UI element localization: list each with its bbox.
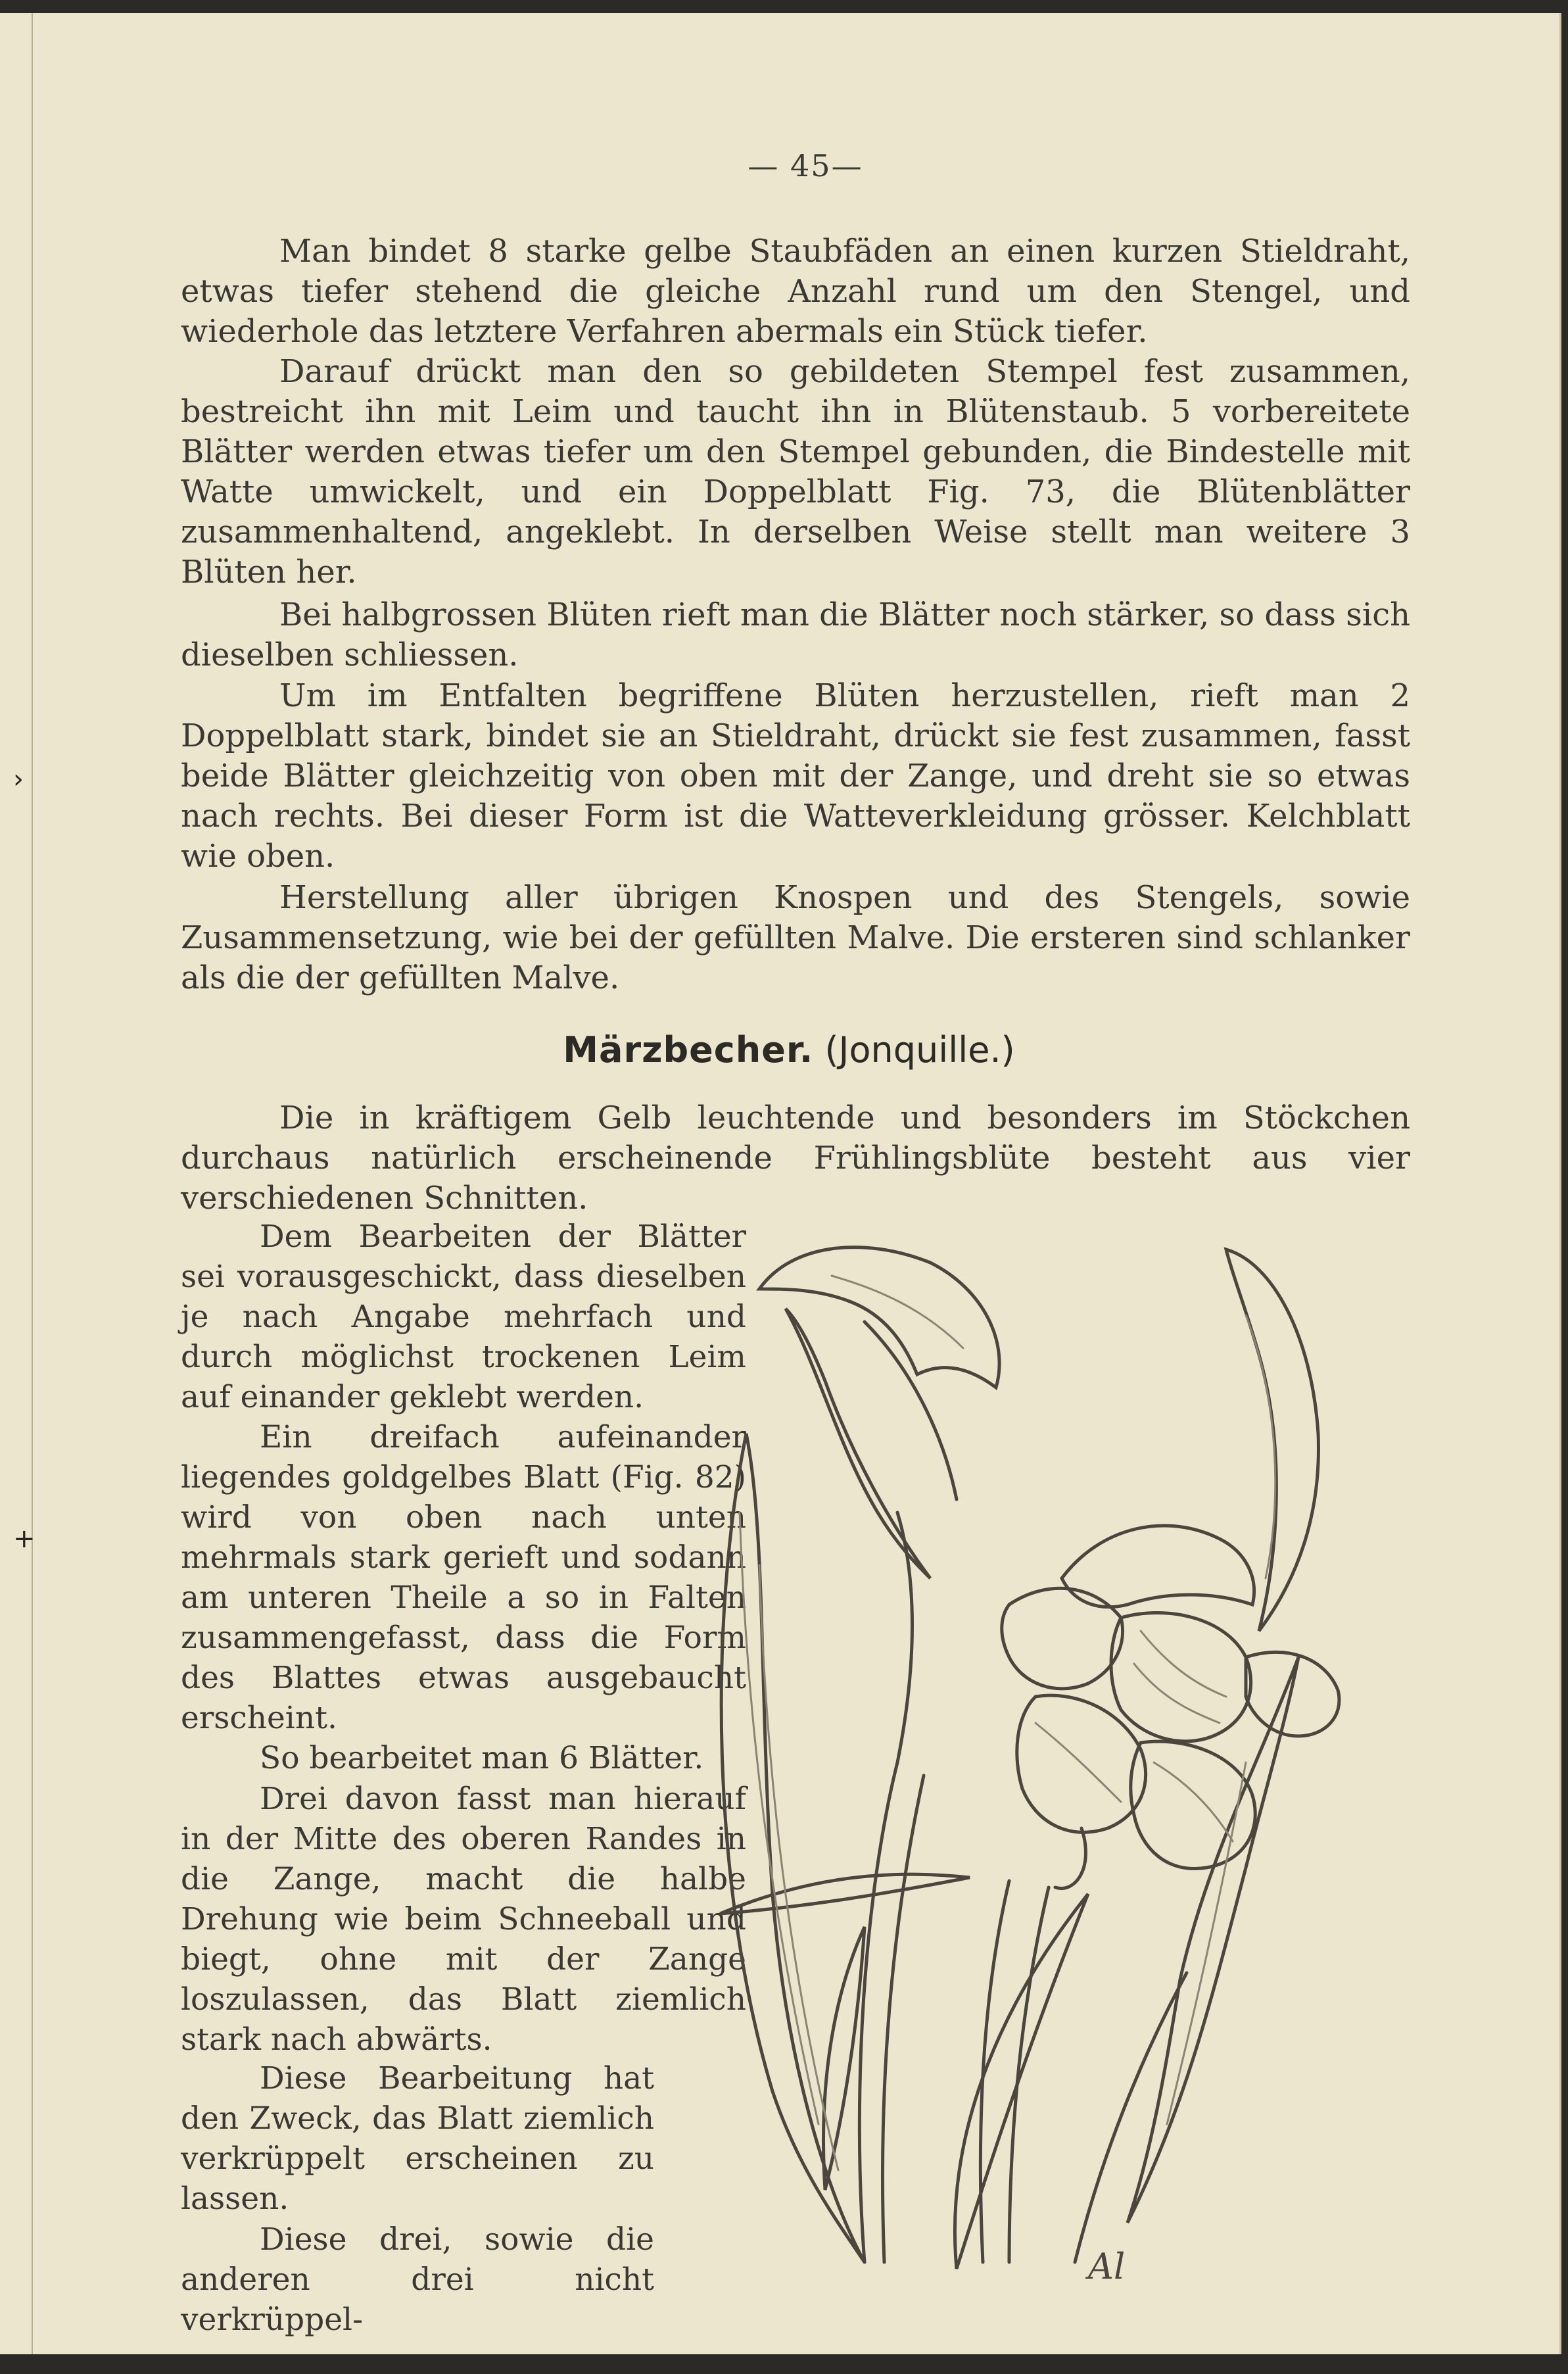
margin-mark-cross: + [13, 1524, 36, 1554]
corona-hatching-2 [1134, 1664, 1220, 1723]
leaf-far-left [721, 1434, 865, 2262]
paragraph-zange: Drei davon fasst man hierauf in der Mitte des oberen Randes in die Zange, macht die halbe Drehung wie beim Schneeball und biegt, ohne mit der Zange loszulassen, das Blatt ziemlich stark nach abwärts. [181, 1781, 746, 2058]
leaf-hatching-1 [740, 1513, 819, 2124]
section-heading [250, 1027, 1328, 1073]
petal-right [1246, 1652, 1339, 1736]
jonquil-illustration [667, 1236, 1423, 2295]
stem-center-inner [1009, 1887, 1049, 2262]
stem-left-inner [883, 1776, 924, 2262]
petal-tip [1055, 1828, 1085, 1889]
paragraph-zweck: Diese Bearbeitung hat den Zweck, das Blatt ziemlich verkrüppelt erscheinen zu lassen. [181, 2060, 654, 2217]
paragraph-dreifaches-blatt: Ein dreifach aufeinander liegendes goldgelbes Blatt (Fig. 82) wird von oben nach unten mehrmals stark gerieft und sodann am unteren Theile a so in Falten zusammengefasst, dass die Form des Blattes etwas ausgebaucht erscheint. [181, 1419, 746, 1736]
paragraph-fruehlingsbluete: Die in kräftigem Gelb leuchtende und besonders im Stöckchen durchaus natürlich erscheinende Frühlingsblüte besteht aus vier verschiedenen Schnitten. [181, 1100, 1410, 1217]
bud-vein [865, 1322, 957, 1499]
corona-hatching-1 [1141, 1631, 1226, 1697]
margin-mark-arrow: › [13, 764, 24, 794]
book-page [0, 13, 1561, 2354]
paragraph-halbgrosse-blueten: Bei halbgrossen Blüten rieft man die Blätter noch stärker, so dass sich dieselben schliessen. [181, 596, 1410, 673]
page-number: — 45— [748, 148, 863, 183]
petal-left [1002, 1588, 1123, 1689]
bud-petal [786, 1309, 930, 1578]
paragraph-knospen: Herstellung aller übrigen Knospen und des Stengels, sowie Zusammensetzung, wie bei der gefüllten Malve. Die ersteren sind schlanker als die der gefüllten Malve. [181, 879, 1410, 996]
paragraph-verkrueppel: Diese drei, sowie die anderen drei nicht verkrüppel- [181, 2221, 654, 2338]
bud-top [759, 1248, 999, 1388]
paragraph-blaetter-bearbeiten: Dem Bearbeiten der Blätter sei vorausgeschickt, dass dieselben je nach Angabe mehrfach und durch möglichst trockenen Leim auf einander geklebt werden. [181, 1219, 746, 1415]
leaf-center [955, 1894, 1088, 2269]
section-subtitle: (Jonquille.) [824, 1029, 1015, 1071]
binding-fold [32, 13, 33, 2354]
paragraph-sechs-blaetter: So bearbeitet man 6 Blätter. [260, 1740, 704, 1776]
section-title: Märzbecher. [563, 1029, 814, 1071]
paragraph-entfaltende-blueten: Um im Entfalten begriffene Blüten herzustellen, rieft man 2 Doppelblatt stark, bindet sie an Stieldraht, drückt sie fest zusammen, fasst beide Blätter gleichzeitig von oben mit der Zange, und dreht sie so etwas nach rechts. Bei dieser Form ist die Watteverkleidung grösser. Kelchblatt wie oben. [181, 677, 1410, 875]
petal-hatching-2 [1154, 1762, 1233, 1841]
artist-signature: Al [1088, 2246, 1126, 2287]
paragraph-staubfaeden: Man bindet 8 starke gelbe Staubfäden an einen kurzen Stieldraht, etwas tiefer stehend die gleiche Anzahl rund um den Stengel, und wiederhole das letztere Verfahren abermals ein Stück tiefer. [181, 233, 1410, 350]
petal-hatching-1 [1035, 1723, 1121, 1802]
leaf-right-top [1226, 1249, 1318, 1631]
flower-corona [1111, 1613, 1251, 1741]
leaf-diagonal [720, 1874, 970, 1914]
paragraph-stempel: Darauf drückt man den so gebildeten Stempel fest zusammen, bestreicht ihn mit Leim und taucht ihn in Blütenstaub. 5 vorbereitete Blätter werden etwas tiefer um den Stempel gebunden, die Bindestelle mit Watte umwickelt, und ein Doppelblatt Fig. 73, die Blütenblätter zusammenhaltend, angeklebt. In derselben Weise stellt man weitere 3 Blüten her. [181, 353, 1410, 591]
